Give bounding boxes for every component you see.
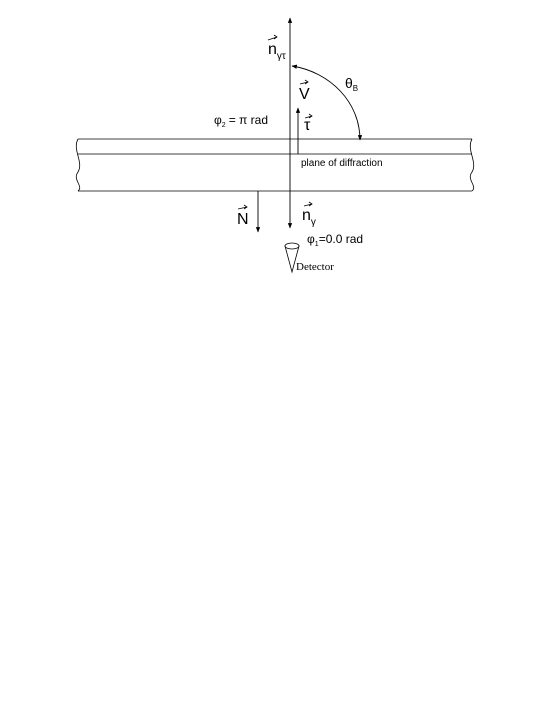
n-gamma-vector-mark xyxy=(304,202,312,206)
phi1-label: $\varphi_1=0.0$ rad xyxy=(307,232,364,248)
N-label: N xyxy=(237,211,249,228)
n-gamma-tau-label: $n_{\gamma\tau}$ xyxy=(268,41,286,62)
theta-B-label: $\theta_B$ xyxy=(345,75,359,93)
detector-label: Detector xyxy=(296,261,334,273)
crystal-slab xyxy=(76,139,473,191)
n-gamma-tau-vector-mark xyxy=(268,35,277,40)
slab-right-break xyxy=(470,139,473,191)
plane-of-diffraction-label: plane of diffraction xyxy=(301,158,383,169)
N-vector-mark xyxy=(238,205,247,209)
phi2-label: $\varphi_2 = \pi$ rad xyxy=(214,113,268,129)
n-gamma-label: $n_\gamma$ xyxy=(302,207,316,228)
V-vector-mark xyxy=(300,80,308,84)
V-label: V xyxy=(299,86,310,103)
slab-left-break xyxy=(76,139,79,191)
tau-label: τ xyxy=(304,117,311,134)
